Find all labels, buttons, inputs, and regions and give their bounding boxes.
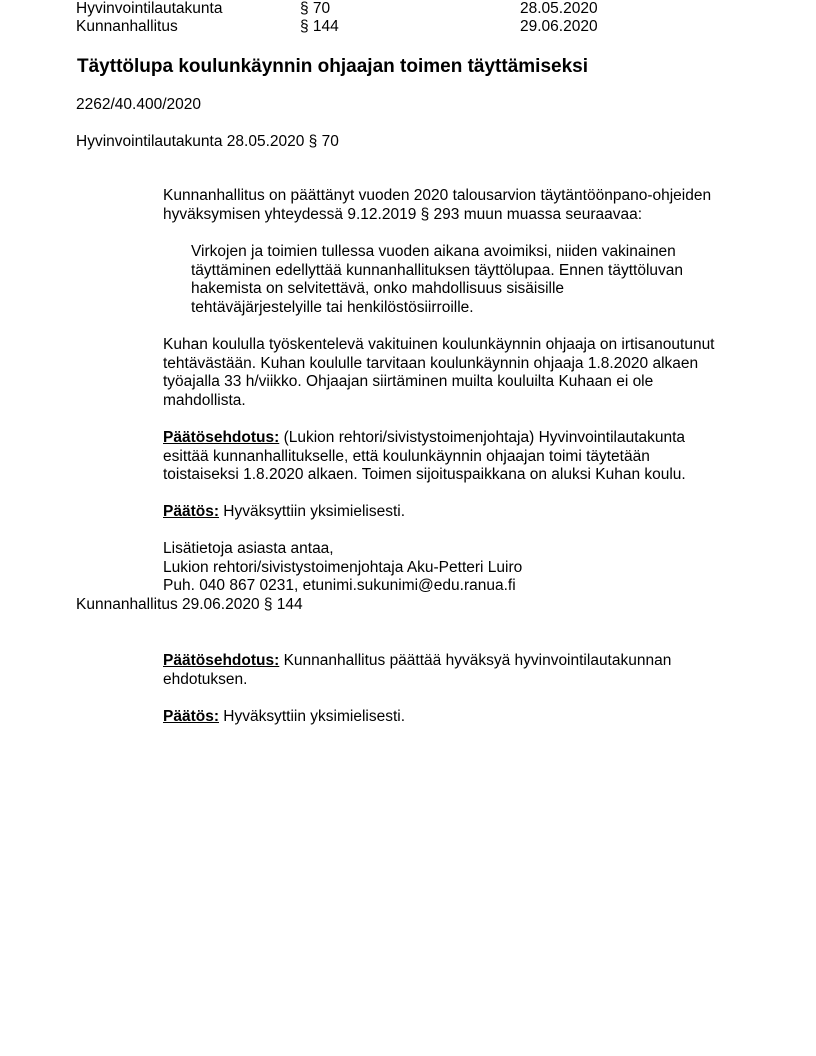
proposal-paragraph xyxy=(163,652,671,689)
section-heading: Kunnanhallitus 29.06.2020 § 144 xyxy=(76,596,303,613)
text-line: (Lukion rehtori/sivistystoimenjohtaja) Hyvinvointilautakunta xyxy=(279,429,686,446)
text-line: hakemista on selvitettävä, onko mahdollisuus sisäisille xyxy=(191,280,565,297)
text-line: hyväksymisen yhteydessä 9.12.2019 § 293 muun muassa seuraavaa: xyxy=(163,205,643,223)
header-row xyxy=(76,18,776,36)
section-heading: Hyvinvointilautakunta 28.05.2020 § 70 xyxy=(76,133,339,150)
decision-paragraph xyxy=(163,708,405,727)
decision-text: Hyväksyttiin yksimielisesti. xyxy=(219,503,406,520)
diary-number: 2262/40.400/2020 xyxy=(76,96,201,113)
header-date: 28.05.2020 xyxy=(520,0,598,17)
header-body: Kunnanhallitus xyxy=(76,18,178,35)
text-line: työajalla 33 h/viikko. Ohjaajan siirtäminen muilta kouluilta Kuhaan ei ole xyxy=(163,373,654,390)
text-line: ehdotuksen. xyxy=(163,670,248,688)
header-row xyxy=(76,0,776,18)
decision-text: Hyväksyttiin yksimielisesti. xyxy=(219,708,406,725)
text-line: toistaiseksi 1.8.2020 alkaen. Toimen sijoituspaikkana on aluksi Kuhan koulu. xyxy=(163,466,686,483)
header-section: § 70 xyxy=(300,0,331,17)
contact-paragraph xyxy=(163,540,522,596)
proposal-label: Päätösehdotus: xyxy=(163,652,280,669)
text-line: Lisätietoja asiasta antaa, xyxy=(163,540,334,557)
text-line: tehtäväjärjestelyille tai henkilöstösiirroille. xyxy=(191,298,474,316)
header-body: Hyvinvointilautakunta xyxy=(76,0,223,17)
text-line: Kuhan koululla työskentelevä vakituinen koulunkäynnin ohjaaja on irtisanoutunut xyxy=(163,336,715,353)
header-section: § 144 xyxy=(300,18,339,35)
quote-paragraph xyxy=(191,243,683,317)
text-line: Kunnanhallitus on päättänyt vuoden 2020 talousarvion täytäntöönpano-ohjeiden xyxy=(163,187,712,204)
text-line: mahdollista. xyxy=(163,391,246,409)
decision-label: Päätös: xyxy=(163,503,219,520)
decision-label: Päätös: xyxy=(163,708,219,725)
proposal-paragraph xyxy=(163,429,686,485)
text-line: Lukion rehtori/sivistystoimenjohtaja Aku-Petteri Luiro xyxy=(163,558,523,576)
text-line: tehtävästään. Kuhan koululle tarvitaan koulunkäynnin ohjaaja 1.8.2020 alkaen xyxy=(163,354,699,372)
proposal-label: Päätösehdotus: xyxy=(163,429,280,446)
text-line: Kunnanhallitus päättää hyväksyä hyvinvointilautakunnan xyxy=(279,652,672,669)
text-line: esittää kunnanhallitukselle, että koulunkäynnin ohjaajan toimi täytetään xyxy=(163,447,650,465)
text-line: Puh. 040 867 0231, etunimi.sukunimi@edu.ranua.fi xyxy=(163,577,516,594)
decision-paragraph xyxy=(163,503,405,522)
body-paragraph xyxy=(163,336,715,410)
text-line: täyttäminen edellyttää kunnanhallituksen täyttölupaa. Ennen täyttöluvan xyxy=(191,261,684,279)
text-line: Virkojen ja toimien tullessa vuoden aikana avoimiksi, niiden vakinainen xyxy=(191,243,676,260)
document-title: Täyttölupa koulunkäynnin ohjaajan toimen täyttämiseksi xyxy=(77,56,588,77)
intro-paragraph xyxy=(163,187,711,224)
header-date: 29.06.2020 xyxy=(520,18,598,35)
